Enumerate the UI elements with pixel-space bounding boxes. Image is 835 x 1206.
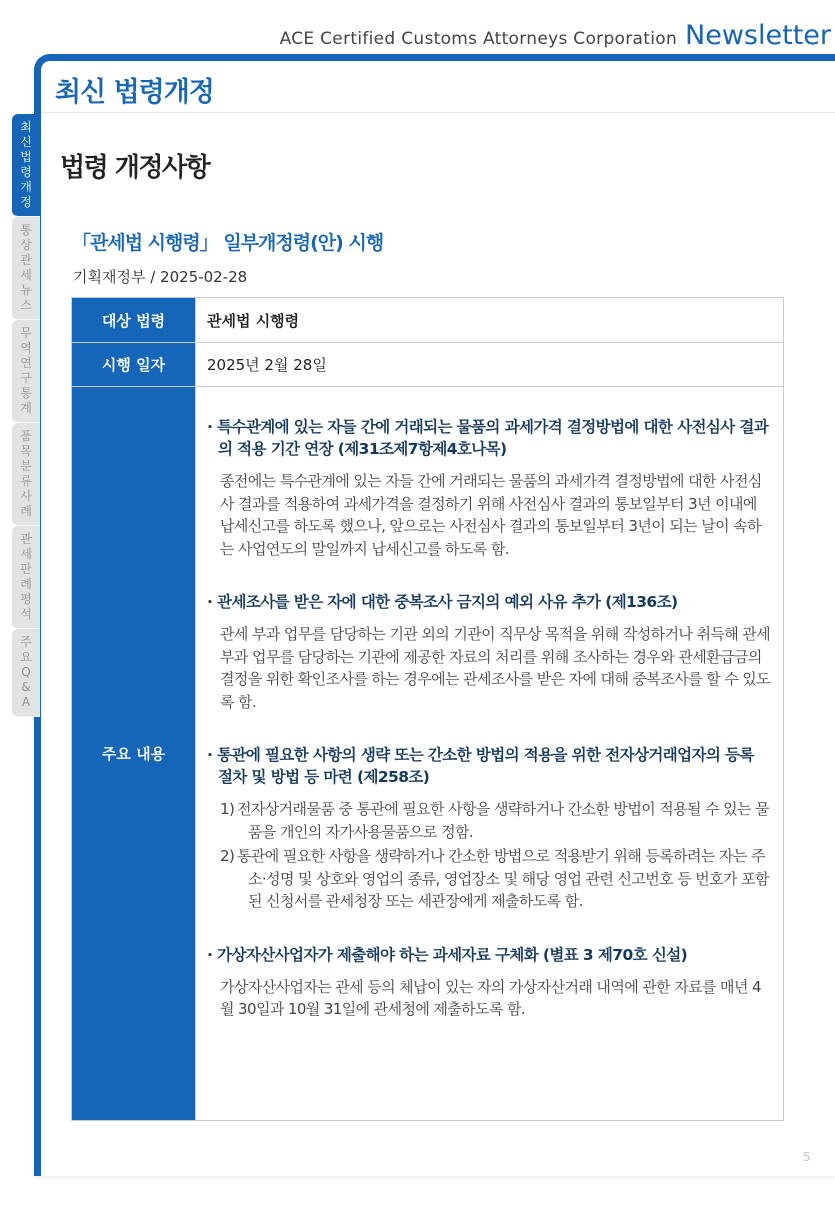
item-body: 가상자산사업자는 관세 등의 체납이 있는 자의 가상자산거래 내역에 관한 자료를 매년 4월 30일과 10월 31일에 관세청에 제출하도록 함. (220, 977, 761, 1018)
item-title: · 통관에 필요한 사항의 생략 또는 간소한 방법의 적용을 위한 전자상거래업자의 등록 절차 및 방법 등 마련 (제258조) (207, 746, 754, 786)
content-item (207, 416, 771, 560)
content-label: 주요 내용 (72, 387, 196, 1121)
item-title: · 가상자산사업자가 제출해야 하는 과세자료 구체화 (별표 3 제70호 신설) (207, 945, 688, 964)
item-list (207, 798, 771, 913)
list-item (220, 798, 771, 843)
content-item (207, 591, 771, 713)
law-value: 관세법 시행령 (196, 298, 784, 343)
newsletter-header (280, 20, 831, 51)
date-label: 시행 일자 (72, 343, 196, 387)
date-value: 2025년 2월 28일 (196, 343, 784, 387)
list-text: 전자상거래물품 중 통관에 필요한 사항을 생략하거나 간소한 방법이 적용될 수 있는 물품을 개인의 자가사용물품으로 정함. (237, 800, 770, 841)
item-body: 종전에는 특수관계에 있는 자들 간에 거래되는 물품의 과세가격 결정방법에 대한 사전심사 결과를 적용하여 과세가격을 결정하기 위해 사전심사 결과의 통보일부터 3년 이내에 납세신고를 하도록 했으나, 앞으로는 사전심사 결과의 통보일부터 3년이 되는 날이 속하는 사업연도의 말일까지 납세신고를 하도록 함. (220, 472, 762, 558)
law-info-table (71, 297, 784, 1121)
page-heading: 법령 개정사항 (60, 153, 210, 183)
page-number: 5 (803, 1150, 811, 1164)
list-number: 2) (220, 847, 235, 865)
list-text: 통관에 필요한 사항을 생략하거나 간소한 방법으로 적용받기 위해 등록하려는 자는 주소·성명 및 상호와 영업의 종류, 영업장소 및 해당 영업 관련 신고번호 등 번호가 포함된 신청서를 관세청장 또는 세관장에게 제출하도록 함. (237, 847, 769, 910)
newsletter-label: Newsletter (685, 20, 831, 51)
side-tab-case-review[interactable]: 관 세 판 례 평 석 (12, 526, 40, 629)
corporation-name: ACE Certified Customs Attorneys Corporation (279, 29, 678, 49)
content-item (207, 944, 771, 1021)
section-title: 최신 법령개정 (55, 77, 214, 108)
content-cell (196, 387, 784, 1121)
list-number: 1) (220, 800, 235, 818)
side-tab-trade-news[interactable]: 통 상 관 세 뉴 스 (12, 217, 40, 320)
item-body: 관세 부과 업무를 담당하는 기관 외의 기관이 직무상 목적을 위해 작성하거나 취득해 관세 부과 업무를 담당하는 기관에 제공한 자료의 처리를 위해 조사하는 경우와 관세환급금의 결정을 위한 확인조사를 하는 경우에는 관세조사를 받은 자에 대해 중복조사를 할 수 있도록 함. (220, 625, 771, 711)
article-meta: 기획재정부 / 2025-02-28 (73, 268, 248, 286)
side-tab-qna[interactable]: 주 요 Q & A (12, 629, 40, 717)
side-tab-classification-cases[interactable]: 품 목 분 류 사 례 (12, 423, 40, 526)
content-item (207, 744, 771, 913)
law-label: 대상 법령 (72, 298, 196, 343)
side-tab-nav (12, 114, 40, 717)
side-tab-trade-research[interactable]: 무 역 연 구 통 계 (12, 320, 40, 423)
item-title: · 특수관계에 있는 자들 간에 거래되는 물품의 과세가격 결정방법에 대한 사전심사 결과의 적용 기간 연장 (제31조제7항제4호나목) (207, 418, 769, 458)
side-tab-latest-law[interactable]: 최 신 법 령 개 정 (12, 114, 40, 217)
table-row (72, 298, 784, 343)
section-header (41, 61, 835, 113)
table-row (72, 343, 784, 387)
table-row (72, 387, 784, 1121)
article-title: 「관세법 시행령」 일부개정령(안) 시행 (72, 232, 384, 254)
list-item (220, 845, 771, 913)
item-title: · 관세조사를 받은 자에 대한 중복조사 금지의 예외 사유 추가 (제136조) (207, 593, 678, 611)
